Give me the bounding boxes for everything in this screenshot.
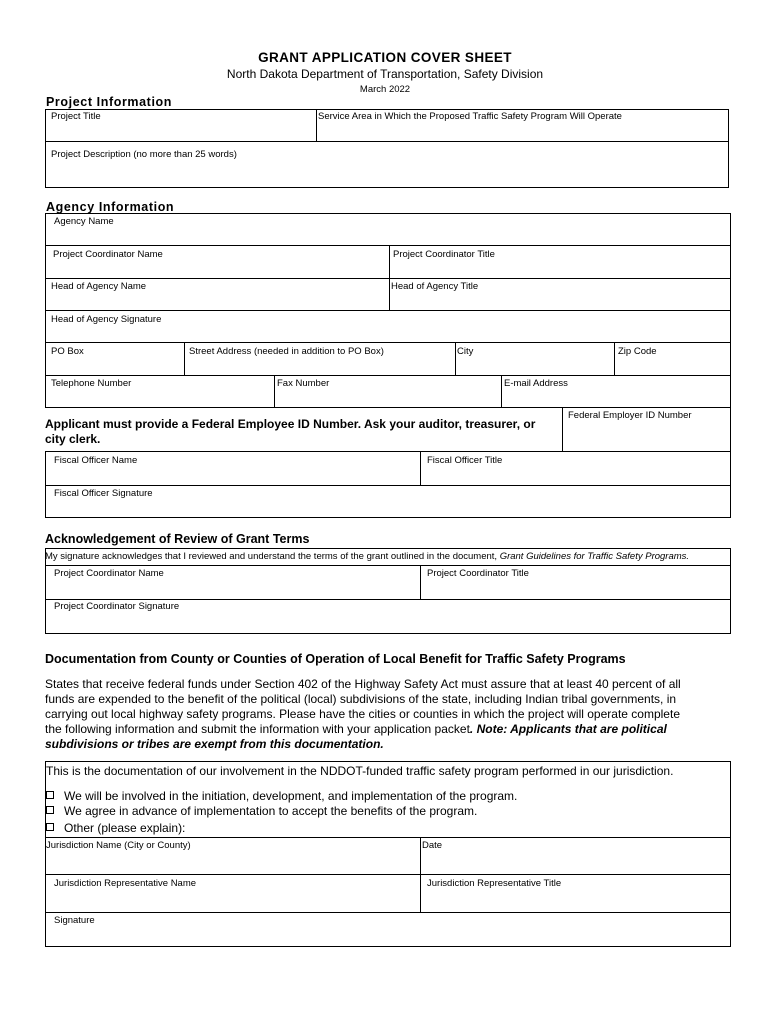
project-info-heading: Project Information [46, 95, 172, 109]
option-involved-label: We will be involved in the initiation, development, and implementation of the program. [64, 789, 518, 803]
fiscal-officer-name-field[interactable]: Fiscal Officer Name [54, 455, 138, 466]
project-title-field[interactable]: Project Title [51, 111, 101, 122]
acknowledgement-statement: My signature acknowledges that I reviewed and understand the terms of the grant outlined in the document, Grant Guidelines for Traffic Safety Programs. [45, 551, 690, 562]
jurisdiction-name-field[interactable]: Jurisdiction Name (City or County) [46, 840, 191, 851]
exemption-note: . Note: Applicants that are political [469, 722, 667, 736]
option-agree-checkbox[interactable] [46, 806, 54, 814]
jurisdiction-rep-title-field[interactable]: Jurisdiction Representative Title [427, 878, 562, 889]
head-of-agency-name-field[interactable]: Head of Agency Name [51, 281, 147, 292]
signature-field[interactable]: Signature [54, 915, 95, 926]
option-other-checkbox[interactable] [46, 823, 54, 831]
telephone-field[interactable]: Telephone Number [51, 378, 132, 389]
ack-coordinator-signature-field[interactable]: Project Coordinator Signature [54, 601, 180, 612]
fiscal-officer-signature-field[interactable]: Fiscal Officer Signature [54, 488, 153, 499]
service-area-field[interactable]: Service Area in Which the Proposed Traffic Safety Program Will Operate [318, 111, 622, 122]
city-field[interactable]: City [457, 346, 474, 357]
head-of-agency-signature-field[interactable]: Head of Agency Signature [51, 314, 162, 325]
exemption-note-continued: subdivisions or tribes are exempt from this documentation. [45, 737, 384, 751]
fax-field[interactable]: Fax Number [277, 378, 330, 389]
coordinator-title-field[interactable]: Project Coordinator Title [393, 249, 495, 260]
option-other-label: Other (please explain): [64, 821, 186, 835]
guidelines-document-name: Grant Guidelines for Traffic Safety Programs. [499, 551, 690, 562]
head-of-agency-title-field[interactable]: Head of Agency Title [391, 281, 479, 292]
agency-name-field[interactable]: Agency Name [54, 216, 114, 227]
fiscal-officer-title-field[interactable]: Fiscal Officer Title [427, 455, 503, 466]
ack-coordinator-title-field[interactable]: Project Coordinator Title [427, 568, 529, 579]
email-field[interactable]: E-mail Address [504, 378, 568, 389]
form-subtitle: North Dakota Department of Transportation, Safety Division [226, 67, 544, 81]
documentation-paragraph-line3: carrying out local highway safety programs. Please have the cities or counties in which the project will operate complete [45, 707, 680, 721]
zip-code-field[interactable]: Zip Code [618, 346, 657, 357]
documentation-heading: Documentation from County or Counties of Operation of Local Benefit for Traffic Safety Programs [45, 652, 626, 666]
fein-label: Federal Employer ID Number [568, 410, 692, 421]
date-field[interactable]: Date [422, 840, 443, 851]
street-address-field[interactable]: Street Address (needed in addition to PO Box) [189, 346, 384, 357]
documentation-paragraph-line1: States that receive federal funds under Section 402 of the Highway Safety Act must assure that at least 40 percent of all [45, 677, 681, 691]
fein-notice: Applicant must provide a Federal Employee ID Number. Ask your auditor, treasurer, or [45, 417, 536, 431]
form-title: GRANT APPLICATION COVER SHEET [258, 50, 512, 65]
option-agree-label: We agree in advance of implementation to accept the benefits of the program. [64, 804, 478, 818]
documentation-paragraph-line4: the following information and submit the information with your application packet. Note: Applicants that are political [45, 722, 667, 736]
po-box-field[interactable]: PO Box [51, 346, 84, 357]
jurisdiction-rep-name-field[interactable]: Jurisdiction Representative Name [54, 878, 197, 889]
coordinator-name-field[interactable]: Project Coordinator Name [53, 249, 163, 260]
form-date: March 2022 [359, 84, 411, 95]
option-involved-checkbox[interactable] [46, 791, 54, 799]
acknowledgement-heading: Acknowledgement of Review of Grant Terms [45, 532, 310, 546]
documentation-paragraph-line2: funds are expended to the benefit of the political (local) subdivisions of the state, including Indian tribal governments, in [45, 692, 677, 706]
ack-coordinator-name-field[interactable]: Project Coordinator Name [54, 568, 164, 579]
agency-info-heading: Agency Information [46, 200, 175, 214]
project-description-field[interactable]: Project Description (no more than 25 words) [51, 149, 237, 160]
documentation-statement: This is the documentation of our involvement in the NDDOT-funded traffic safety program performed in our jurisdiction. [46, 764, 674, 778]
fein-notice-continued: city clerk. [45, 432, 101, 446]
